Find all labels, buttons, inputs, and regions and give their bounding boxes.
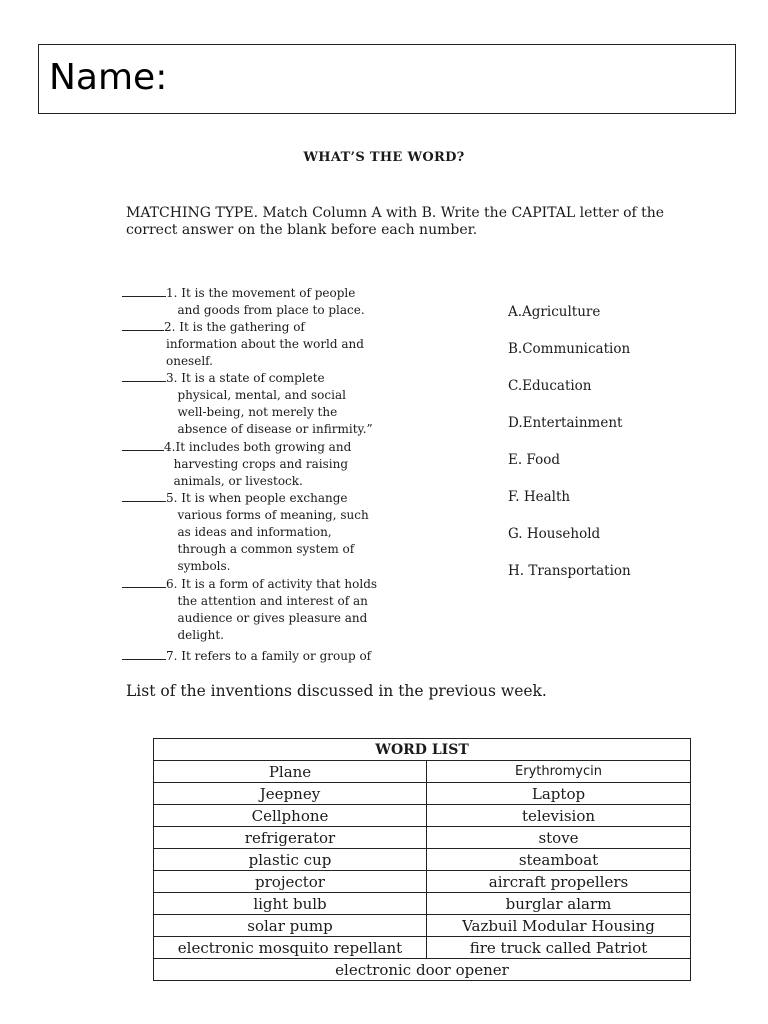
word-list-table — [153, 738, 691, 981]
question-text: information about the world and oneself. — [166, 337, 364, 368]
table-cell: Vazbuil Modular Housing — [427, 915, 691, 937]
question-text: 5. It is when people exchange — [166, 491, 348, 505]
table-row — [154, 959, 691, 981]
question-item — [122, 285, 422, 319]
name-label: Name: — [49, 57, 168, 98]
instructions: MATCHING TYPE. Match Column A with B. Write the CAPITAL letter of the correct answer on the blank before each number. — [126, 205, 665, 238]
word-list-header: WORD LIST — [154, 739, 691, 761]
answer-blank[interactable] — [122, 576, 166, 588]
choice-item: E. Food — [508, 452, 560, 468]
table-cell: Jeepney — [154, 783, 427, 805]
table-cell: electronic mosquito repellant — [154, 937, 427, 959]
table-cell: Plane — [154, 761, 427, 783]
table-cell: Laptop — [427, 783, 691, 805]
question-text: various forms of meaning, such as ideas and information, through a common system of symbols. — [177, 508, 369, 573]
question-text: the attention and interest of an audience or gives pleasure and delight. — [177, 594, 368, 642]
table-row — [154, 827, 691, 849]
worksheet-title: WHAT’S THE WORD? — [303, 150, 465, 165]
answer-blank[interactable] — [122, 490, 166, 502]
table-header-row — [154, 739, 691, 761]
question-text: 2. It is the gathering of — [164, 320, 305, 334]
question-text: 7. It refers to a family or group of — [166, 649, 372, 663]
table-cell: plastic cup — [154, 849, 427, 871]
table-row — [154, 893, 691, 915]
table-row — [154, 937, 691, 959]
table-row — [154, 849, 691, 871]
answer-blank[interactable] — [122, 370, 166, 382]
question-text: harvesting crops and raising animals, or livestock. — [173, 457, 349, 488]
table-cell: aircraft propellers — [427, 871, 691, 893]
answer-blank[interactable] — [122, 319, 164, 331]
choice-item: B.Communication — [508, 341, 631, 357]
question-item — [122, 370, 422, 438]
table-cell: television — [427, 805, 691, 827]
answer-blank[interactable] — [122, 285, 166, 297]
table-cell: burglar alarm — [427, 893, 691, 915]
answer-blank[interactable] — [122, 439, 164, 451]
answer-blank[interactable] — [122, 648, 166, 660]
table-cell: solar pump — [154, 915, 427, 937]
choice-item: C.Education — [508, 378, 592, 394]
table-row — [154, 915, 691, 937]
table-cell: projector — [154, 871, 427, 893]
name-field[interactable] — [38, 44, 736, 114]
choice-item: A.Agriculture — [508, 304, 601, 320]
table-cell: fire truck called Patriot — [427, 937, 691, 959]
question-text: and goods from place to place. — [166, 303, 365, 317]
table-cell: electronic door opener — [154, 959, 691, 981]
table-row — [154, 783, 691, 805]
table-row — [154, 761, 691, 783]
table-cell: refrigerator — [154, 827, 427, 849]
question-item — [122, 319, 422, 370]
choice-item: G. Household — [508, 526, 601, 542]
table-row — [154, 871, 691, 893]
question-item — [122, 648, 422, 665]
choice-item: H. Transportation — [508, 563, 631, 579]
table-cell: stove — [427, 827, 691, 849]
word-list-intro: List of the inventions discussed in the previous week. — [126, 682, 547, 700]
table-row — [154, 805, 691, 827]
choice-item: D.Entertainment — [508, 415, 623, 431]
choice-list — [508, 300, 631, 596]
table-cell: Cellphone — [154, 805, 427, 827]
question-item — [122, 490, 422, 575]
question-text: 1. It is the movement of people — [166, 286, 356, 300]
table-cell: light bulb — [154, 893, 427, 915]
choice-item: F. Health — [508, 489, 571, 505]
table-cell: Erythromycin — [427, 761, 691, 783]
question-text: 4.It includes both growing and — [164, 440, 352, 454]
table-cell: steamboat — [427, 849, 691, 871]
question-text: 3. It is a state of complete — [166, 371, 325, 385]
question-text: physical, mental, and social well-being, not merely the absence of disease or infirmity.” — [177, 388, 373, 436]
question-text: 6. It is a form of activity that holds — [166, 577, 378, 591]
question-item — [122, 439, 422, 490]
question-item — [122, 576, 422, 644]
